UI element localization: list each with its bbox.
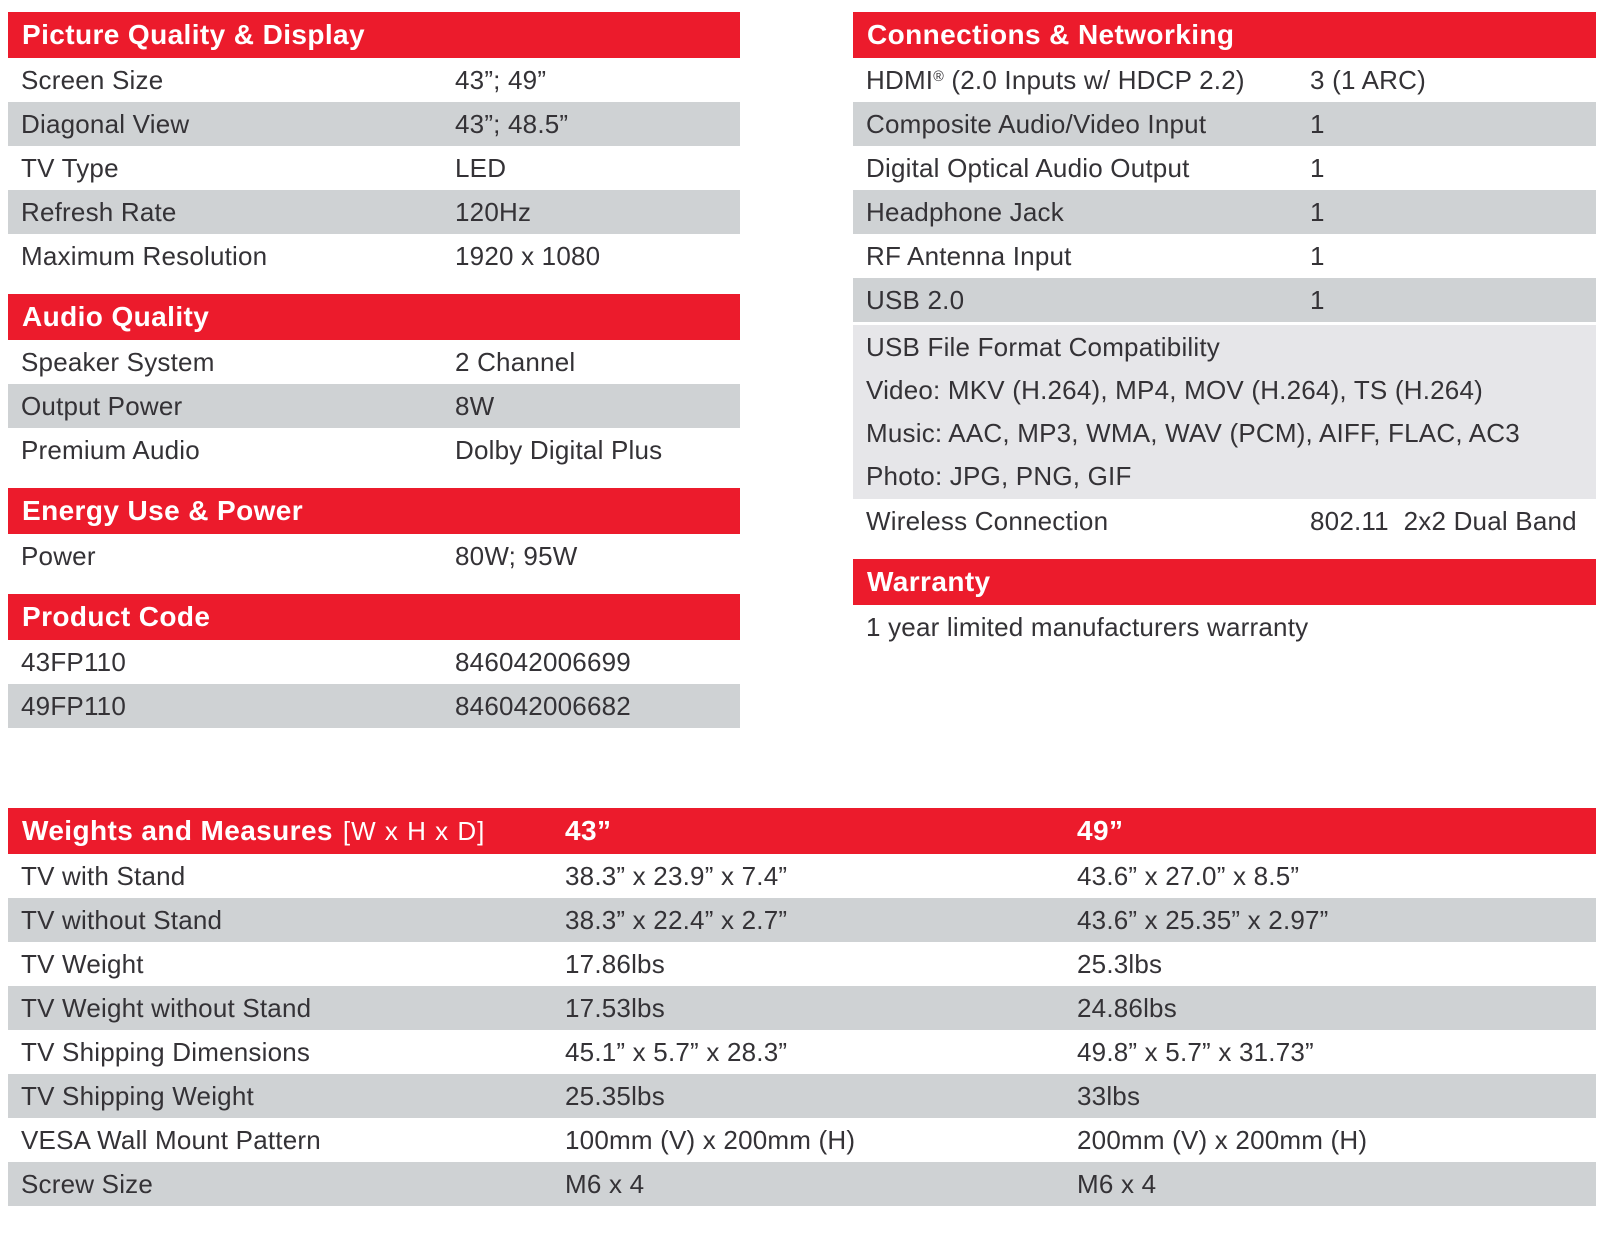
value-49in: 200mm (V) x 200mm (H) [1077, 1125, 1368, 1155]
spec-value: 1 [1310, 241, 1325, 271]
spec-label: Composite Audio/Video Input [866, 109, 1207, 139]
spec-row-hdmi [853, 58, 1596, 102]
column-header-43in: 43” [565, 815, 612, 846]
weights-table-header [8, 808, 1596, 854]
spec-row [8, 384, 740, 428]
section-header-picture-quality: Picture Quality & Display [8, 12, 740, 58]
spec-value: 3 (1 ARC) [1310, 65, 1426, 95]
spec-value: 43”; 48.5” [455, 109, 569, 139]
spec-row [853, 278, 1596, 322]
usb-block-music: Music: AAC, MP3, WMA, WAV (PCM), AIFF, FLAC, AC3 [866, 418, 1520, 448]
spec-row [8, 190, 740, 234]
table-row [8, 1074, 1596, 1118]
section-product-code [8, 594, 740, 728]
spec-label: Maximum Resolution [21, 241, 268, 271]
spec-row [8, 428, 740, 472]
section-picture-quality [8, 12, 740, 278]
section-header-energy-power: Energy Use & Power [8, 488, 740, 534]
table-row [8, 1030, 1596, 1074]
spec-label: Headphone Jack [866, 197, 1064, 227]
spec-label: Output Power [21, 391, 183, 421]
left-column [8, 12, 740, 744]
spec-label: Digital Optical Audio Output [866, 153, 1190, 183]
row-label: TV Weight without Stand [21, 993, 312, 1023]
spec-value: 2 Channel [455, 347, 576, 377]
usb-block-video: Video: MKV (H.264), MP4, MOV (H.264), TS (H.264) [866, 375, 1483, 405]
spec-label: Screen Size [21, 65, 164, 95]
spec-label: TV Type [21, 153, 119, 183]
spec-value: 1 [1310, 109, 1325, 139]
spec-value: LED [455, 153, 507, 183]
section-audio-quality [8, 294, 740, 472]
right-column [853, 12, 1596, 665]
section-header-warranty: Warranty [853, 559, 1596, 605]
spec-row [8, 146, 740, 190]
spec-label [866, 65, 1245, 95]
spec-value: 80W; 95W [455, 541, 578, 571]
usb-block-photo: Photo: JPG, PNG, GIF [866, 461, 1132, 491]
spec-label: Premium Audio [21, 435, 200, 465]
spec-value: 8W [455, 391, 495, 421]
table-row [8, 898, 1596, 942]
spec-row [8, 102, 740, 146]
warranty-note: 1 year limited manufacturers warranty [853, 605, 1596, 649]
spec-row-wireless [853, 499, 1596, 543]
column-header-49in: 49” [1077, 815, 1124, 846]
spec-value: 1 [1310, 153, 1325, 183]
spec-value: 43”; 49” [455, 65, 547, 95]
weights-table-title: Weights and Measures [22, 815, 333, 846]
value-43in: 25.35lbs [565, 1081, 665, 1111]
section-connections [853, 12, 1596, 543]
value-43in: 45.1” x 5.7” x 28.3” [565, 1037, 788, 1067]
table-row [8, 1118, 1596, 1162]
section-header-audio-quality: Audio Quality [8, 294, 740, 340]
spec-label: 43FP110 [21, 647, 126, 677]
value-43in: 38.3” x 23.9” x 7.4” [565, 861, 788, 891]
value-43in: 17.86lbs [565, 949, 665, 979]
row-label: TV Shipping Weight [21, 1081, 254, 1111]
value-49in: 49.8” x 5.7” x 31.73” [1077, 1037, 1314, 1067]
row-label: TV Weight [21, 949, 144, 979]
registered-trademark-symbol: ® [933, 69, 944, 86]
spec-label: Diagonal View [21, 109, 190, 139]
spec-label: Power [21, 541, 96, 571]
spec-row [8, 234, 740, 278]
spec-label: RF Antenna Input [866, 241, 1072, 271]
value-49in: 43.6” x 25.35” x 2.97” [1077, 905, 1329, 935]
spec-label: Refresh Rate [21, 197, 177, 227]
section-header-connections: Connections & Networking [853, 12, 1596, 58]
row-label: TV Shipping Dimensions [21, 1037, 311, 1067]
section-header-product-code: Product Code [8, 594, 740, 640]
spec-label: Speaker System [21, 347, 215, 377]
value-49in: 33lbs [1077, 1081, 1141, 1111]
spec-value: 802.11 2x2 Dual Band [1310, 506, 1577, 536]
spec-label: USB 2.0 [866, 285, 965, 315]
table-row [8, 986, 1596, 1030]
spec-label: Wireless Connection [866, 506, 1109, 536]
value-49in: 25.3lbs [1077, 949, 1163, 979]
spec-row [853, 146, 1596, 190]
spec-value: 1 [1310, 285, 1325, 315]
weights-table-title-suffix: [W x H x D] [342, 816, 486, 846]
hdmi-label-base: HDMI [866, 65, 934, 95]
spec-row [853, 102, 1596, 146]
row-label: TV with Stand [21, 861, 186, 891]
spec-value: 1 [1310, 197, 1325, 227]
spec-row [8, 58, 740, 102]
row-label: Screw Size [21, 1169, 154, 1199]
spec-value: 846042006699 [455, 647, 631, 677]
spec-value: Dolby Digital Plus [455, 435, 663, 465]
weights-and-measures-table [8, 808, 1596, 1206]
spec-value: 1920 x 1080 [455, 241, 601, 271]
value-43in: M6 x 4 [565, 1169, 645, 1199]
value-43in: 100mm (V) x 200mm (H) [565, 1125, 856, 1155]
row-label: TV without Stand [21, 905, 223, 935]
value-49in: 24.86lbs [1077, 993, 1177, 1023]
spec-value: 846042006682 [455, 691, 631, 721]
spec-row [8, 684, 740, 728]
section-energy-power [8, 488, 740, 578]
table-row [8, 1162, 1596, 1206]
table-row [8, 942, 1596, 986]
value-43in: 38.3” x 22.4” x 2.7” [565, 905, 788, 935]
usb-block-heading: USB File Format Compatibility [866, 332, 1220, 362]
spec-row [8, 640, 740, 684]
hdmi-label-rest: (2.0 Inputs w/ HDCP 2.2) [943, 65, 1245, 95]
table-row [8, 854, 1596, 898]
spec-row [8, 534, 740, 578]
usb-file-format-block [853, 325, 1596, 499]
value-43in: 17.53lbs [565, 993, 665, 1023]
spec-row [853, 234, 1596, 278]
spec-row [8, 340, 740, 384]
spec-row [853, 190, 1596, 234]
row-label: VESA Wall Mount Pattern [21, 1125, 321, 1155]
spec-label: 49FP110 [21, 691, 126, 721]
value-49in: 43.6” x 27.0” x 8.5” [1077, 861, 1300, 891]
value-49in: M6 x 4 [1077, 1169, 1157, 1199]
spec-value: 120Hz [455, 197, 532, 227]
section-warranty [853, 559, 1596, 649]
